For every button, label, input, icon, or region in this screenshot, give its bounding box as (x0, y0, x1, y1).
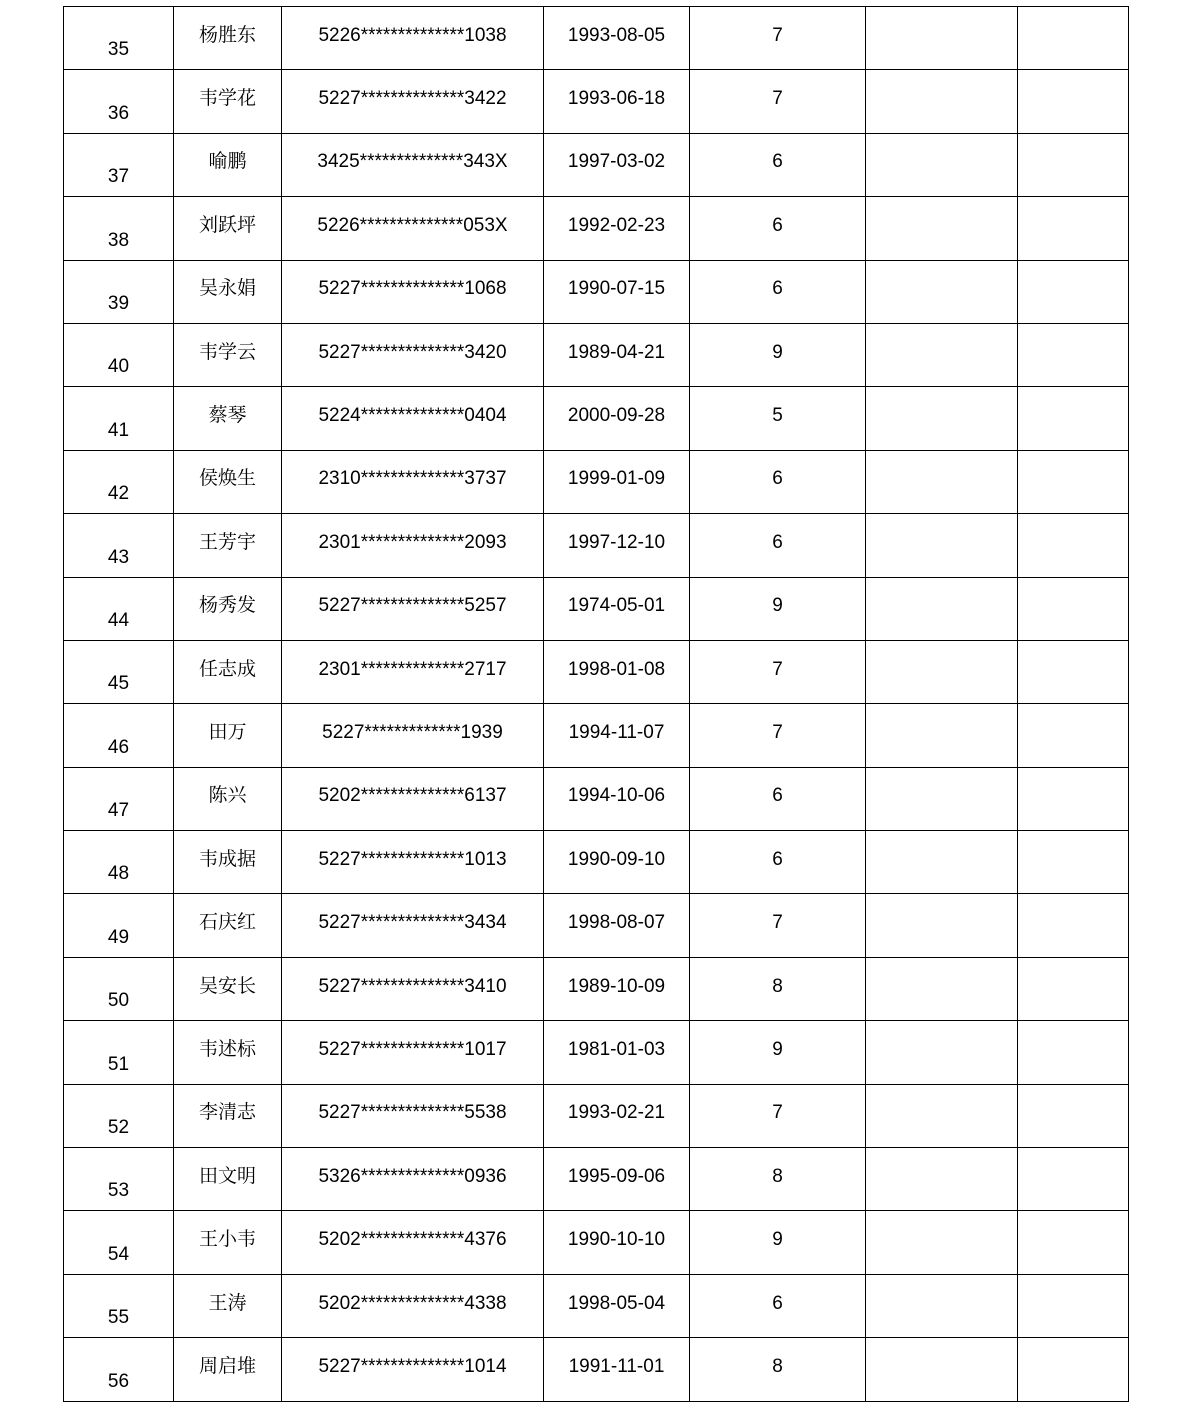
id-number-cell: 5202**************4376 (282, 1211, 544, 1274)
id-number-cell: 3425**************343X (282, 133, 544, 196)
row-number-cell: 56 (64, 1338, 174, 1401)
score-cell: 8 (690, 957, 866, 1020)
table-row (64, 1338, 1129, 1401)
birth-date-cell: 1997-12-10 (544, 514, 690, 577)
score-cell: 6 (690, 767, 866, 830)
row-number-cell: 48 (64, 831, 174, 894)
birth-date-cell: 1991-11-01 (544, 1338, 690, 1401)
blank-cell (866, 894, 1018, 957)
name-cell: 侯焕生 (174, 450, 282, 513)
id-number-cell: 5227**************1013 (282, 831, 544, 894)
id-number-cell: 5227*************1939 (282, 704, 544, 767)
name-cell: 陈兴 (174, 767, 282, 830)
row-number-cell: 35 (64, 7, 174, 70)
birth-date-cell: 1989-04-21 (544, 323, 690, 386)
score-cell: 6 (690, 133, 866, 196)
blank-cell (1018, 133, 1129, 196)
name-cell: 杨胜东 (174, 7, 282, 70)
table-row (64, 894, 1129, 957)
score-cell: 7 (690, 7, 866, 70)
blank-cell (1018, 767, 1129, 830)
blank-cell (866, 1021, 1018, 1084)
birth-date-cell: 1994-10-06 (544, 767, 690, 830)
table-row (64, 1084, 1129, 1147)
id-number-cell: 5202**************6137 (282, 767, 544, 830)
name-cell: 周启堆 (174, 1338, 282, 1401)
id-number-cell: 5202**************4338 (282, 1274, 544, 1337)
name-cell: 王涛 (174, 1274, 282, 1337)
name-cell: 田万 (174, 704, 282, 767)
id-number-cell: 2301**************2717 (282, 640, 544, 703)
birth-date-cell: 1998-05-04 (544, 1274, 690, 1337)
table-row (64, 387, 1129, 450)
birth-date-cell: 1998-08-07 (544, 894, 690, 957)
birth-date-cell: 1981-01-03 (544, 1021, 690, 1084)
blank-cell (1018, 704, 1129, 767)
name-cell: 韦述标 (174, 1021, 282, 1084)
birth-date-cell: 2000-09-28 (544, 387, 690, 450)
score-cell: 7 (690, 70, 866, 133)
id-number-cell: 5227**************3420 (282, 323, 544, 386)
blank-cell (866, 767, 1018, 830)
id-number-cell: 5227**************3434 (282, 894, 544, 957)
name-cell: 任志成 (174, 640, 282, 703)
row-number-cell: 42 (64, 450, 174, 513)
score-cell: 9 (690, 1211, 866, 1274)
score-cell: 7 (690, 1084, 866, 1147)
blank-cell (1018, 1211, 1129, 1274)
blank-cell (866, 704, 1018, 767)
name-cell: 韦学花 (174, 70, 282, 133)
name-cell: 喻鹏 (174, 133, 282, 196)
blank-cell (1018, 323, 1129, 386)
row-number-cell: 51 (64, 1021, 174, 1084)
score-cell: 6 (690, 1274, 866, 1337)
id-number-cell: 5326**************0936 (282, 1148, 544, 1211)
birth-date-cell: 1994-11-07 (544, 704, 690, 767)
table-row (64, 197, 1129, 260)
table-row (64, 767, 1129, 830)
table-row (64, 1148, 1129, 1211)
blank-cell (1018, 1021, 1129, 1084)
birth-date-cell: 1993-06-18 (544, 70, 690, 133)
birth-date-cell: 1999-01-09 (544, 450, 690, 513)
table-row (64, 640, 1129, 703)
blank-cell (866, 640, 1018, 703)
birth-date-cell: 1993-08-05 (544, 7, 690, 70)
table-row (64, 1021, 1129, 1084)
blank-cell (1018, 70, 1129, 133)
birth-date-cell: 1995-09-06 (544, 1148, 690, 1211)
id-number-cell: 5224**************0404 (282, 387, 544, 450)
blank-cell (1018, 831, 1129, 894)
birth-date-cell: 1989-10-09 (544, 957, 690, 1020)
name-cell: 刘跃坪 (174, 197, 282, 260)
row-number-cell: 36 (64, 70, 174, 133)
row-number-cell: 49 (64, 894, 174, 957)
score-cell: 6 (690, 197, 866, 260)
name-cell: 吴永娟 (174, 260, 282, 323)
score-cell: 7 (690, 894, 866, 957)
score-cell: 9 (690, 1021, 866, 1084)
id-number-cell: 5227**************3410 (282, 957, 544, 1020)
blank-cell (1018, 640, 1129, 703)
name-cell: 杨秀发 (174, 577, 282, 640)
table-row (64, 1211, 1129, 1274)
table-row (64, 831, 1129, 894)
blank-cell (1018, 387, 1129, 450)
roster-body (64, 7, 1129, 1402)
blank-cell (866, 133, 1018, 196)
table-row (64, 1274, 1129, 1337)
row-number-cell: 47 (64, 767, 174, 830)
roster-table (63, 6, 1129, 1402)
blank-cell (866, 197, 1018, 260)
row-number-cell: 46 (64, 704, 174, 767)
row-number-cell: 53 (64, 1148, 174, 1211)
score-cell: 6 (690, 514, 866, 577)
name-cell: 韦学云 (174, 323, 282, 386)
blank-cell (866, 514, 1018, 577)
row-number-cell: 52 (64, 1084, 174, 1147)
table-row (64, 323, 1129, 386)
birth-date-cell: 1992-02-23 (544, 197, 690, 260)
birth-date-cell: 1998-01-08 (544, 640, 690, 703)
score-cell: 6 (690, 260, 866, 323)
blank-cell (866, 831, 1018, 894)
birth-date-cell: 1990-07-15 (544, 260, 690, 323)
blank-cell (866, 7, 1018, 70)
id-number-cell: 2310**************3737 (282, 450, 544, 513)
birth-date-cell: 1997-03-02 (544, 133, 690, 196)
id-number-cell: 5226**************053X (282, 197, 544, 260)
score-cell: 8 (690, 1148, 866, 1211)
blank-cell (866, 957, 1018, 1020)
name-cell: 王小韦 (174, 1211, 282, 1274)
id-number-cell: 5227**************5538 (282, 1084, 544, 1147)
blank-cell (866, 1148, 1018, 1211)
blank-cell (866, 260, 1018, 323)
id-number-cell: 5227**************3422 (282, 70, 544, 133)
blank-cell (866, 450, 1018, 513)
id-number-cell: 5226**************1038 (282, 7, 544, 70)
blank-cell (866, 1338, 1018, 1401)
blank-cell (866, 70, 1018, 133)
row-number-cell: 44 (64, 577, 174, 640)
table-row (64, 70, 1129, 133)
blank-cell (1018, 577, 1129, 640)
row-number-cell: 40 (64, 323, 174, 386)
blank-cell (866, 577, 1018, 640)
blank-cell (866, 1274, 1018, 1337)
blank-cell (866, 323, 1018, 386)
blank-cell (866, 387, 1018, 450)
table-row (64, 957, 1129, 1020)
score-cell: 6 (690, 450, 866, 513)
id-number-cell: 5227**************1017 (282, 1021, 544, 1084)
blank-cell (1018, 514, 1129, 577)
score-cell: 5 (690, 387, 866, 450)
score-cell: 7 (690, 704, 866, 767)
score-cell: 6 (690, 831, 866, 894)
id-number-cell: 5227**************1014 (282, 1338, 544, 1401)
blank-cell (1018, 197, 1129, 260)
name-cell: 田文明 (174, 1148, 282, 1211)
blank-cell (866, 1084, 1018, 1147)
name-cell: 吴安长 (174, 957, 282, 1020)
birth-date-cell: 1993-02-21 (544, 1084, 690, 1147)
row-number-cell: 50 (64, 957, 174, 1020)
blank-cell (1018, 1084, 1129, 1147)
row-number-cell: 54 (64, 1211, 174, 1274)
row-number-cell: 38 (64, 197, 174, 260)
blank-cell (1018, 894, 1129, 957)
birth-date-cell: 1990-10-10 (544, 1211, 690, 1274)
id-number-cell: 5227**************1068 (282, 260, 544, 323)
table-row (64, 260, 1129, 323)
birth-date-cell: 1974-05-01 (544, 577, 690, 640)
table-row (64, 7, 1129, 70)
name-cell: 韦成据 (174, 831, 282, 894)
table-row (64, 704, 1129, 767)
blank-cell (1018, 450, 1129, 513)
row-number-cell: 55 (64, 1274, 174, 1337)
blank-cell (1018, 1148, 1129, 1211)
table-row (64, 514, 1129, 577)
blank-cell (1018, 7, 1129, 70)
id-number-cell: 5227**************5257 (282, 577, 544, 640)
table-row (64, 133, 1129, 196)
name-cell: 李清志 (174, 1084, 282, 1147)
row-number-cell: 37 (64, 133, 174, 196)
table-row (64, 577, 1129, 640)
birth-date-cell: 1990-09-10 (544, 831, 690, 894)
blank-cell (1018, 260, 1129, 323)
blank-cell (866, 1211, 1018, 1274)
name-cell: 石庆红 (174, 894, 282, 957)
blank-cell (1018, 957, 1129, 1020)
row-number-cell: 43 (64, 514, 174, 577)
score-cell: 7 (690, 640, 866, 703)
row-number-cell: 45 (64, 640, 174, 703)
score-cell: 9 (690, 323, 866, 386)
score-cell: 8 (690, 1338, 866, 1401)
blank-cell (1018, 1274, 1129, 1337)
blank-cell (1018, 1338, 1129, 1401)
name-cell: 蔡琴 (174, 387, 282, 450)
score-cell: 9 (690, 577, 866, 640)
table-row (64, 450, 1129, 513)
id-number-cell: 2301**************2093 (282, 514, 544, 577)
row-number-cell: 41 (64, 387, 174, 450)
row-number-cell: 39 (64, 260, 174, 323)
name-cell: 王芳宇 (174, 514, 282, 577)
